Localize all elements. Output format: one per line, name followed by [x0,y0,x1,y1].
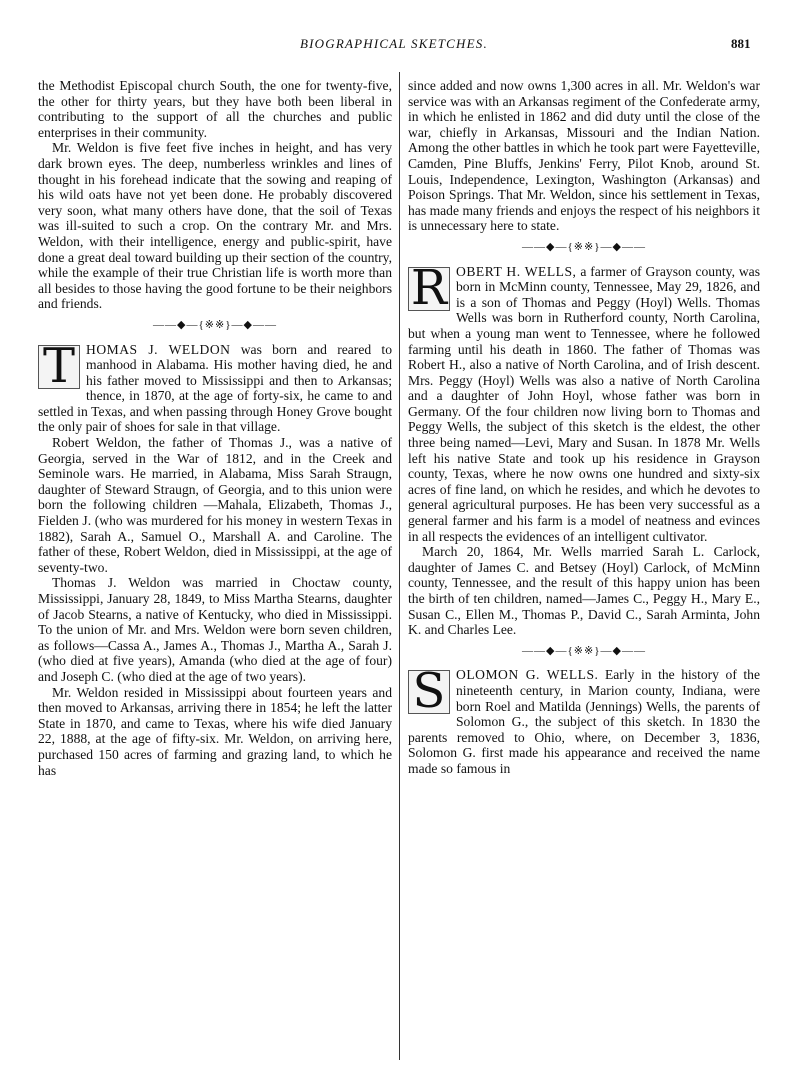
paragraph: Mr. Weldon resided in Mississippi about fourteen years and then moved to Arkansas, arriving there in 1854; he left the latter State in 1870, and came to Texas, where his wife died January 22, 1888, at the age of fifty-six. Mr. Weldon, on arriving here, purchased 150 acres of farming and grazing land, to which he has [38,684,392,778]
paragraph: March 20, 1864, Mr. Wells married Sarah L. Carlock, daughter of James C. and Betsey (Hoyl) Carlock, of McMinn county, Tennessee, and the result of this happy union has been the birth of ten children, named—James C., Peggy H., Mary E., Susan C., Ellen M., Thomas P., David C., Sarah Arminta, John K. and Charles Lee. [408,544,760,638]
section-lead-text: a farmer of Grayson county, was born in McMinn county, Tennessee, May 29, 1826, and is a son of Thomas and Peggy (Hoyl) Wells. Thomas Wells was born in Rutherford county, North Carolina, but when a young man went to Tennessee, where he followed farming until his death in 1860. The father of Thomas was Robert H., also a native of North Carolina, and of Irish descent. Mrs. Peggy (Hoyl) Wells was also a native of North Carolina and a daughter of John Hoyl, whose father was born in Germany. Of the four children now living born to Thomas and Peggy Wells, the subject of this sketch is the eldest, the other three being named—Levi, Mary and Susan. In 1878 Mr. Wells left his native State and took up his residence in Grayson county, Texas, where he now owns one hundred and sixty-six acres of fine land, on which he resides, and which he devotes to general agricultural purposes. He has been very successful as a general farmer and his farm is a model of neatness and evinces in all respects the evidences of an intelligent cultivator. [408,263,761,544]
page-number: 881 [731,36,751,51]
paragraph: since added and now owns 1,300 acres in all. Mr. Weldon's war service was with an Arkansas regiment of the Confederate army, in which he enlisted in 1862 and did duty until the close of the war, chiefly in Arkansas, Missouri and the Indian Nation. Among the other battles in which he took part were Fayetteville, Camden, Pine Bluffs, Jenkins' Ferry, Pilot Knob, around St. Louis, Independence, Lexington, Washington (Arkansas) and Poison Springs. That Mr. Weldon, since his settlement in Texas, has made many friends and enjoys the respect of his neighbors it is unnecessary here to state. [408,78,760,234]
drop-cap: R [408,267,450,311]
section-opening [38,337,393,436]
drop-cap: T [38,345,80,389]
running-title: BIOGRAPHICAL SKETCHES. [300,36,488,51]
section-opening [408,663,761,776]
ornament-divider: ——◆—{※※}—◆—— [522,240,646,253]
section-lead-text: was born and reared to manhood in Alabama. His mother having died, he and his father moved to Mississippi and then to Arkansas; thence, in 1870, at the age of forty-six, he came to and settled in Texas, and when passing through Honey Grove bought the only pair of shoes for sale in that village. [38,341,393,435]
column-divider [399,72,400,1060]
paragraph: Mr. Weldon is five feet five inches in height, and has very dark brown eyes. The deep, numberless wrinkles and lines of thought in his forehead indicate that the sowing and reaping of his wild oats have not yet been done. He probably discovered very soon, what many others have done, that the soil of Texas was ill-suited to such a crop. On the contrary Mr. and Mrs. Weldon, with their intelligence, energy and public-spirit, have done a great deal toward building up their section of the country, while the example of their true Christian life is worth more than all besides to those having the good fortune to be their neighbors and friends. [38,140,392,312]
paragraph: Thomas J. Weldon was married in Choctaw county, Mississippi, January 28, 1849, to Miss Martha Stearns, daughter of Jacob Stearns, a native of Kentucky, who died in Mississippi. To the union of Mr. and Mrs. Weldon were born seven children, as follows—Cassa A., James A., Thomas J., Martha A., Sarah J. (who died at five years), Amanda (who died at the age of four) and Joseph C. (who died at the age of two years). [38,575,392,684]
left-column [38,78,392,778]
page-header [0,36,799,56]
subject-name: OLOMON G. WELLS. [456,667,599,683]
ornament-divider: ——◆—{※※}—◆—— [522,644,646,657]
subject-name: OBERT H. WELLS, [456,263,577,279]
section-opening [408,259,761,545]
section-lead-text: Early in the history of the nineteenth century, in Marion county, Indiana, were born Roel and Matilda (Jennings) Wells, the parents of Solomon G., the subject of this sketch. In 1830 the parents removed to Ohio, where, on December 3, 1836, Solomon G. first made his appearance and received the name made so famous in [408,667,761,776]
subject-name: HOMAS J. WELDON [86,341,231,357]
paragraph: the Methodist Episcopal church South, the one for twenty-five, the other for thirty years, but they have both been liberal in contributing to the support of all the churches and public enterprises in their community. [38,78,392,140]
right-column [408,78,760,777]
drop-cap: S [408,670,450,714]
paragraph: Robert Weldon, the father of Thomas J., was a native of Georgia, served in the War of 1812, and in the Creek and Seminole wars. He married, in Alabama, Miss Sarah Straugn, daughter of Steward Straugn, of Georgia, and to this union were born the following children —Mahala, Elizabeth, Thomas J., Fielden J. (who was murdered for his money in western Texas in 1882), Sarah A., Samuel O., Marshall A. and Caroline. The father of these, Robert Weldon, died in Mississippi, at the age of seventy-two. [38,435,392,575]
ornament-divider: ——◆—{※※}—◆—— [153,318,277,331]
